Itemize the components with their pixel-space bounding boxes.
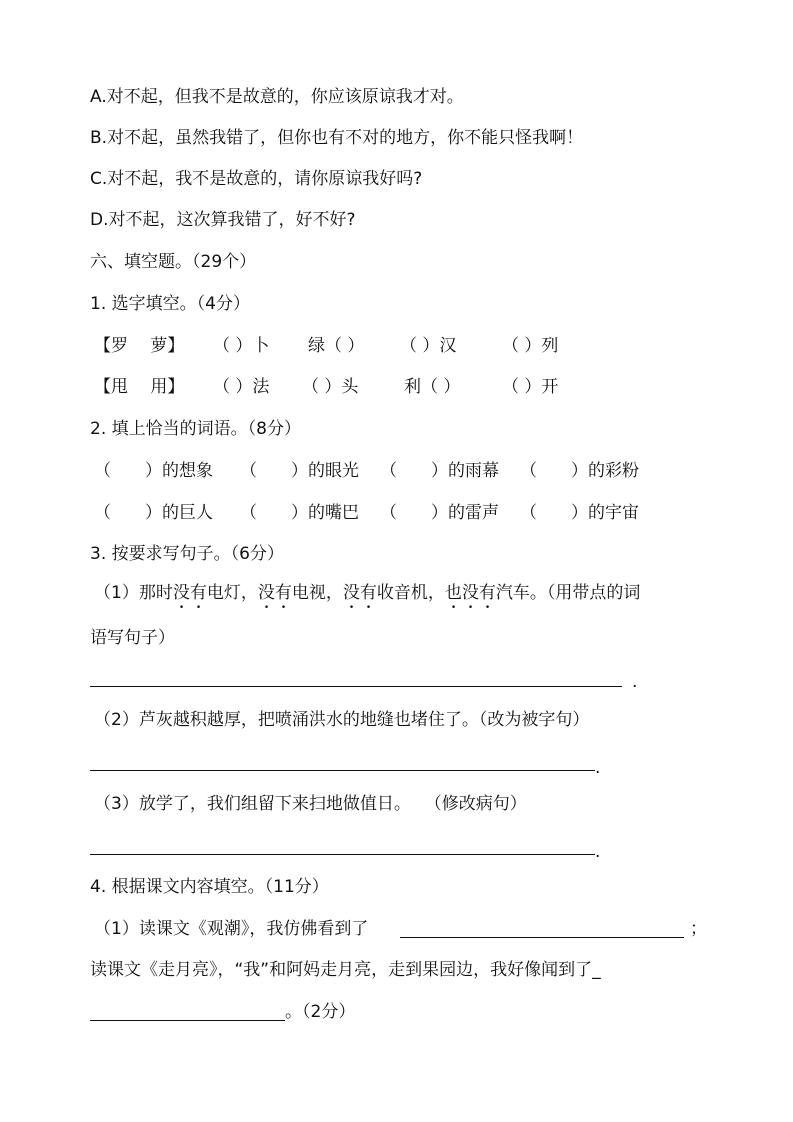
q2-blank: （ ）的嘴巴 [240, 503, 359, 523]
line-end: . [595, 842, 601, 862]
dotted-word: 没有 [172, 583, 207, 603]
dotted-word: 没有 [257, 583, 292, 603]
q3-sentence-2: （2）芦灰越积越厚，把喷涌洪水的地缝也堵住了。（改为被字句） [94, 710, 590, 730]
q2-blank: （ ）的彩粉 [520, 461, 639, 481]
option-text: 对不起，但我不是故意的，你应该原谅我才对。 [106, 87, 464, 107]
q4-sentence-1c: 。（2分） [285, 1002, 356, 1022]
answer-line[interactable] [400, 937, 684, 938]
q1-blank: 绿（ ） [308, 336, 365, 356]
q2-blank: （ ）的宇宙 [520, 503, 639, 523]
q2-title: 2. 填上恰当的词语。（8分） [90, 419, 301, 439]
answer-line[interactable] [90, 1020, 285, 1021]
line-end: . [632, 672, 638, 692]
answer-line[interactable] [90, 770, 595, 771]
q4-sentence-1a: （1）读课文《观潮》，我仿佛看到了 [94, 919, 369, 939]
q1-blank: （ ）开 [502, 377, 559, 397]
q1-blank: （ ）法 [213, 377, 270, 397]
item-number: （1） [94, 583, 139, 603]
text: 电视， [291, 583, 343, 603]
q1-blank: 利（ ） [404, 377, 461, 397]
option-a [90, 86, 464, 108]
option-text: 对不起，我不是故意的，请你原谅我好吗? [107, 169, 423, 189]
q2-blank: （ ）的雷声 [380, 503, 499, 523]
q4-title: 4. 根据课文内容填空。（11分） [90, 877, 329, 897]
q3-sentence-3: （3）放学了，我们组留下来扫地做值日。 （修改病句） [94, 794, 527, 814]
text: 那时 [138, 583, 173, 603]
option-letter: C. [90, 169, 108, 189]
option-b [90, 127, 583, 149]
line-end: . [595, 758, 601, 778]
option-text: 对不起，这次算我错了，好不好? [108, 210, 356, 230]
q1-row-label: 【甩 用】 [94, 377, 185, 397]
dotted-word: 没有 [342, 583, 377, 603]
q2-blank: （ ）的眼光 [240, 461, 359, 481]
q2-blank: （ ）的想象 [94, 461, 213, 481]
q3-sentence-1 [94, 582, 640, 613]
text: 电灯， [206, 583, 258, 603]
option-c [90, 168, 422, 190]
option-letter: B. [90, 128, 108, 148]
option-letter: D. [90, 210, 109, 230]
text: 汽车。（用带点的词 [495, 583, 641, 603]
answer-line[interactable] [90, 686, 622, 687]
text: 收音机， [376, 583, 445, 603]
q1-blank: （ ）列 [502, 336, 559, 356]
section-title: 六、填空题。（29个） [90, 252, 257, 272]
q1-row-label: 【罗 萝】 [94, 336, 185, 356]
q3-title: 3. 按要求写句子。（6分） [90, 544, 284, 564]
q1-blank: （ ）汉 [400, 336, 457, 356]
q2-blank: （ ）的巨人 [94, 503, 213, 523]
answer-line[interactable] [90, 854, 595, 855]
q1-title: 1. 选字填空。（4分） [90, 294, 250, 314]
q4-sentence-1b: 读课文《走月亮》，“我”和阿妈走月亮，走到果园边，我好像闻到了_ [90, 960, 601, 980]
q2-blank: （ ）的雨幕 [380, 461, 499, 481]
q3-sentence-1-cont: 语写句子） [90, 628, 175, 648]
dotted-word: 也没有 [444, 583, 496, 603]
option-letter: A. [90, 87, 107, 107]
q1-blank: （ ）卜 [213, 336, 270, 356]
option-text: 对不起，虽然我错了，但你也有不对的地方，你不能只怪我啊！ [107, 128, 584, 148]
line-end: ； [690, 919, 707, 939]
option-d [90, 209, 356, 231]
q1-blank: （ ）头 [302, 377, 359, 397]
